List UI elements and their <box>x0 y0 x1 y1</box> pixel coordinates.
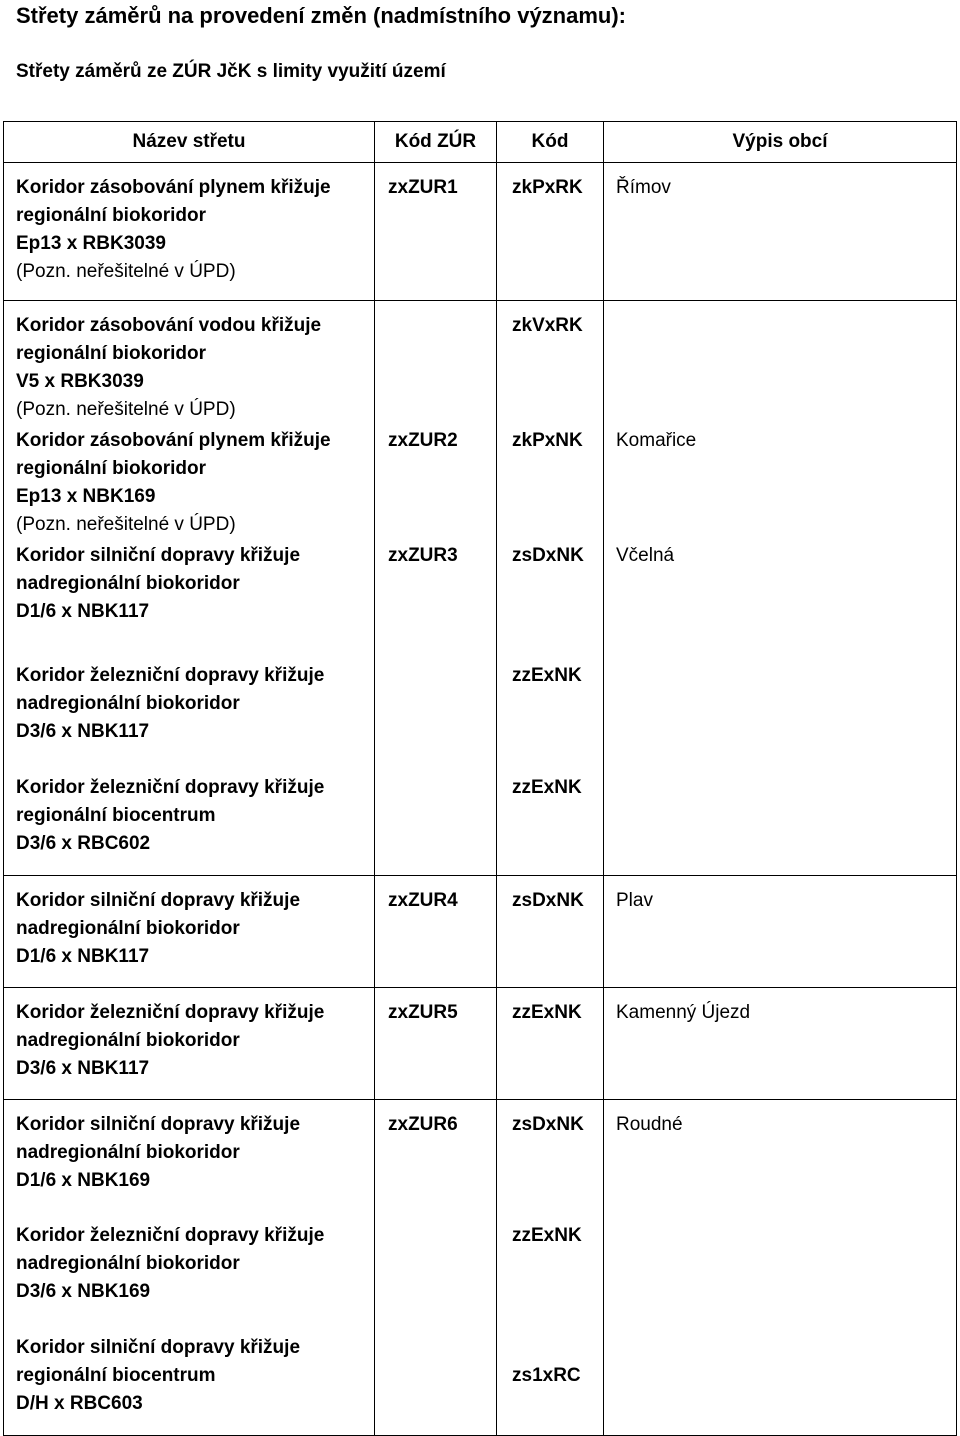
document-subtitle: Střety záměrů ze ZÚR JčK s limity využití území <box>16 61 446 82</box>
nazev-line: Koridor železniční dopravy křižuje <box>16 777 325 798</box>
header-kod: Kód <box>497 122 604 163</box>
cell-kod-zur: zxZUR5 <box>375 987 497 1099</box>
table-row <box>4 875 957 987</box>
cell-nazev-stretu <box>4 163 375 301</box>
cell-kod: zkPxRK <box>497 163 604 301</box>
cell-vypis-obci: Včelná <box>604 539 957 651</box>
cell-vypis-obci <box>604 763 957 875</box>
nazev-line: Koridor silniční dopravy křižuje <box>16 545 301 566</box>
nazev-line: D3/6 x NBK117 <box>16 1057 150 1079</box>
nazev-line: nadregionální biokoridor <box>16 693 240 714</box>
nazev-line: D1/6 x NBK117 <box>16 601 150 622</box>
cell-vypis-obci: Římov <box>604 163 957 301</box>
cell-nazev-stretu <box>4 1211 375 1323</box>
nazev-line: Koridor zásobování plynem křižuje <box>16 430 331 451</box>
table-header-row <box>4 122 957 163</box>
note-line: (Pozn. neřešitelné v ÚPD) <box>16 514 236 535</box>
cell-vypis-obci <box>604 301 957 425</box>
nazev-line: D1/6 x NBK117 <box>16 945 150 967</box>
cell-kod: zsDxNK <box>497 875 604 987</box>
nazev-line: nadregionální biokoridor <box>16 573 240 594</box>
nazev-line: nadregionální biokoridor <box>16 917 240 939</box>
table-row <box>4 651 957 763</box>
cell-nazev-stretu <box>4 1099 375 1211</box>
cell-nazev-stretu <box>4 539 375 651</box>
nazev-line: Koridor silniční dopravy křižuje <box>16 1113 301 1135</box>
nazev-line: Koridor železniční dopravy křižuje <box>16 1225 325 1246</box>
cell-nazev-stretu <box>4 651 375 763</box>
nazev-line: regionální biocentrum <box>16 1365 216 1386</box>
nazev-line: Koridor silniční dopravy křižuje <box>16 889 301 911</box>
header-kod-zur: Kód ZÚR <box>375 122 497 163</box>
table-row <box>4 1323 957 1435</box>
cell-kod-zur: zxZUR1 <box>375 163 497 301</box>
cell-kod: zsDxNK <box>497 539 604 651</box>
table-row <box>4 301 957 425</box>
cell-nazev-stretu <box>4 763 375 875</box>
table-row <box>4 424 957 539</box>
cell-nazev-stretu <box>4 875 375 987</box>
nazev-line: Ep13 x RBK3039 <box>16 233 166 254</box>
nazev-line: D3/6 x NBK117 <box>16 721 150 742</box>
cell-vypis-obci <box>604 651 957 763</box>
table-row <box>4 163 957 301</box>
nazev-line: Koridor železniční dopravy křižuje <box>16 1001 325 1023</box>
note-line: (Pozn. neřešitelné v ÚPD) <box>16 261 236 282</box>
cell-kod-zur <box>375 1323 497 1435</box>
cell-kod-zur <box>375 301 497 425</box>
nazev-line: nadregionální biokoridor <box>16 1029 240 1051</box>
table-row <box>4 987 957 1099</box>
cell-kod-zur: zxZUR3 <box>375 539 497 651</box>
cell-kod: zs1xRC <box>497 1323 604 1435</box>
cell-kod: zzExNK <box>497 987 604 1099</box>
nazev-line: D/H x RBC603 <box>16 1393 143 1414</box>
cell-kod-zur: zxZUR2 <box>375 424 497 539</box>
cell-vypis-obci: Roudné <box>604 1099 957 1211</box>
nazev-line: D3/6 x NBK169 <box>16 1281 151 1302</box>
cell-kod-zur <box>375 1211 497 1323</box>
cell-vypis-obci: Kamenný Újezd <box>604 987 957 1099</box>
nazev-line: regionální biokoridor <box>16 458 207 479</box>
nazev-line: regionální biokoridor <box>16 205 207 226</box>
table-row <box>4 1211 957 1323</box>
nazev-line: Koridor silniční dopravy křižuje <box>16 1337 301 1358</box>
cell-kod: zkVxRK <box>497 301 604 425</box>
cell-kod: zkPxNK <box>497 424 604 539</box>
cell-vypis-obci <box>604 1211 957 1323</box>
nazev-line: nadregionální biokoridor <box>16 1253 240 1274</box>
nazev-line: nadregionální biokoridor <box>16 1141 240 1163</box>
cell-vypis-obci: Plav <box>604 875 957 987</box>
cell-nazev-stretu <box>4 424 375 539</box>
nazev-line: Ep13 x NBK169 <box>16 486 156 507</box>
table-row <box>4 539 957 651</box>
cell-nazev-stretu <box>4 301 375 425</box>
nazev-line: regionální biocentrum <box>16 805 216 826</box>
nazev-line: Koridor železniční dopravy křižuje <box>16 665 325 686</box>
cell-kod-zur <box>375 763 497 875</box>
cell-vypis-obci <box>604 1323 957 1435</box>
cell-kod: zzExNK <box>497 763 604 875</box>
nazev-line: Koridor zásobování vodou křižuje <box>16 315 322 336</box>
nazev-line: Koridor zásobování plynem křižuje <box>16 177 331 198</box>
cell-kod: zsDxNK <box>497 1099 604 1211</box>
nazev-line: D3/6 x RBC602 <box>16 833 151 854</box>
nazev-line: D1/6 x NBK169 <box>16 1169 151 1191</box>
cell-kod-zur: zxZUR6 <box>375 1099 497 1211</box>
cell-nazev-stretu <box>4 1323 375 1435</box>
table-row <box>4 1099 957 1211</box>
cell-kod-zur <box>375 651 497 763</box>
cell-vypis-obci: Komařice <box>604 424 957 539</box>
cell-kod-zur: zxZUR4 <box>375 875 497 987</box>
conflicts-table <box>3 121 957 1436</box>
nazev-line: V5 x RBK3039 <box>16 371 144 392</box>
nazev-line: regionální biokoridor <box>16 343 207 364</box>
header-nazev: Název střetu <box>4 122 375 163</box>
note-line: (Pozn. neřešitelné v ÚPD) <box>16 399 236 420</box>
table-row <box>4 763 957 875</box>
document-title: Střety záměrů na provedení změn (nadmístního významu): <box>16 3 627 28</box>
header-vypis-obci: Výpis obcí <box>604 122 957 163</box>
cell-nazev-stretu <box>4 987 375 1099</box>
cell-kod: zzExNK <box>497 651 604 763</box>
cell-kod: zzExNK <box>497 1211 604 1323</box>
